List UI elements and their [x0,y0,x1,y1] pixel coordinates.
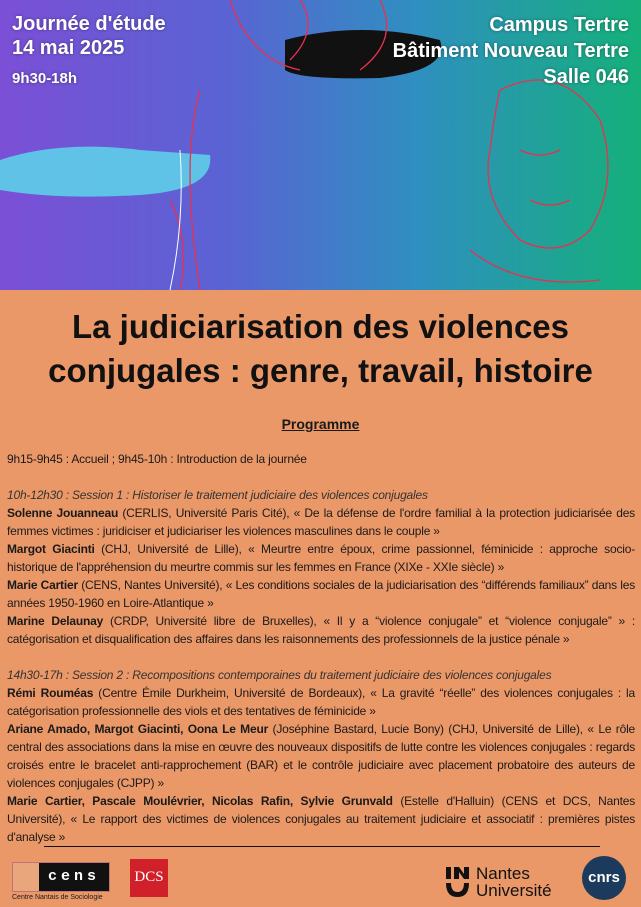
nantes-logo-mark [446,867,470,897]
speakers: Margot Giacinti [7,542,95,556]
cens-logo-subtitle: Centre Nantais de Sociologie [12,894,103,901]
programme-heading: Programme [281,416,360,432]
programme-body [7,450,635,846]
dcs-logo: DCS [130,859,168,897]
talk [7,612,635,648]
nantes-logo-line2: Université [476,881,552,900]
speakers: Marie Cartier [7,578,78,592]
talk [7,684,635,720]
header-banner [0,0,641,290]
talk-details: (Joséphine Bastard, Lucie Bony) (CHJ, Université de Lille), « Le rôle central des associations dans la mise en œuvre des nouveaux dispositifs de lutte contre les violences conjugales : regards croisés entre le bracelet anti-rapprochement (BAR) et le contrôle judiciaire avec placement probatoire des auteurs de violences conjugales (CJPP) » [7,722,636,790]
event-date: 14 mai 2025 [12,37,125,59]
opening-schedule: 9h15-9h45 : Accueil ; 9h45-10h : Introduction de la journée [7,452,307,466]
speakers: Rémi Rouméas [7,686,94,700]
speakers: Marie Cartier, Pascale Moulévrier, Nicolas Rafin, Sylvie Grunvald [7,794,393,808]
cens-logo [12,862,110,901]
talk [7,540,635,576]
location-building: Bâtiment Nouveau Tertre [392,40,629,62]
session-heading: 14h30-17h : Session 2 : Recompositions contemporaines du traitement judiciaire des violences conjugales [7,668,552,682]
event-location [393,12,629,90]
talk-details: (CRDP, Université libre de Bruxelles), « Il y a “violence conjugale” et “violence conjugale” » : catégorisation et disqualification des affaires dans les raisonnements des professionnels de la justice pénale » [7,614,635,646]
talk-details: (Estelle d'Halluin) (CENS et DCS, Nantes Université), « Le rapport des victimes de violences conjugales au traitement judiciaire et associatif : premières pistes d'analyse » [7,794,636,844]
divider [44,846,600,847]
event-hours: 9h30-18h [12,70,78,87]
speakers: Marine Delaunay [7,614,104,628]
nantes-universite-logo [446,865,552,899]
location-campus: Campus Tertre [489,14,629,36]
cens-logo-text: cens [39,863,109,891]
speakers: Ariane Amado, Margot Giacinti, Oona Le Meur [7,722,269,736]
event-info [12,12,166,60]
talk [7,576,635,612]
talk [7,504,635,540]
talk [7,720,635,792]
talk [7,792,635,846]
talk-details: (CERLIS, Université Paris Cité), « De la défense de l'ordre familial à la protection judiciarisée des femmes victimes : juridiciser et judiciariser les violences masculines dans le couple » [7,506,635,538]
cens-logo-mark [13,863,39,891]
talk-details: (Centre Émile Durkheim, Université de Bordeaux), « La gravité “réelle” des violences conjugales : la catégorisation professionnelle des viols et des tentatives de féminicide » [7,686,635,718]
talk-details: (CENS, Nantes Université), « Les conditions sociales de la judiciarisation des “différends familiaux” dans les années 1950-1960 en Loire-Atlantique » [7,578,636,610]
location-room: Salle 046 [543,66,629,88]
speakers: Solenne Jouanneau [7,506,119,520]
page-title: La judiciarisation des violences conjugales : genre, travail, histoire [48,308,593,389]
session-heading: 10h-12h30 : Session 1 : Historiser le traitement judiciaire des violences conjugales [7,488,428,502]
talk-details: (CHJ, Université de Lille), « Meurtre entre époux, crime passionnel, féminicide : approche socio-historique de l'appréhension du meurtre commis sur les femmes en France (XIXe - XXIe siècle) » [7,542,635,574]
event-type: Journée d'étude [12,13,166,35]
cnrs-logo: cnrs [582,856,626,900]
nantes-logo-line1: Nantes [476,864,530,883]
